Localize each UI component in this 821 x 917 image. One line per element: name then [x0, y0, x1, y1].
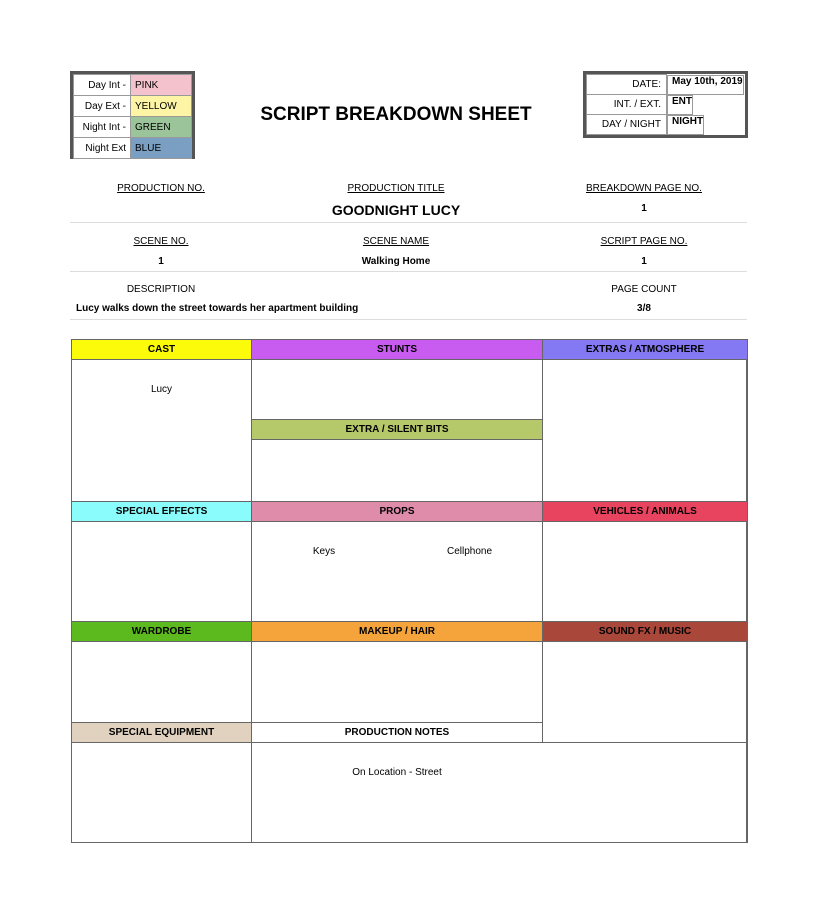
scene-name-label: SCENE NAME: [362, 236, 430, 247]
sheet-title: SCRIPT BREAKDOWN SHEET: [260, 104, 532, 125]
legend-label-night-ext: Night Ext: [74, 138, 131, 159]
vehicles-animals-section[interactable]: [542, 521, 748, 622]
extra-silent-bits-section[interactable]: [251, 439, 543, 502]
stunts-section[interactable]: [251, 359, 543, 420]
wardrobe-section[interactable]: [71, 641, 252, 723]
breakdown-page-label: BREAKDOWN PAGE NO.: [586, 183, 702, 194]
production-title-label: PRODUCTION TITLE: [347, 183, 445, 194]
extras-atmosphere-section[interactable]: [542, 359, 748, 502]
int-ext-label: INT. / EXT.: [587, 95, 667, 115]
special-equipment-header: SPECIAL EQUIPMENT: [71, 722, 252, 743]
cast-section[interactable]: [71, 359, 252, 502]
props-header: PROPS: [251, 501, 543, 522]
legend-color-pink: PINK: [131, 75, 192, 96]
description-label: DESCRIPTION: [126, 284, 196, 295]
sound-fx-music-section[interactable]: [542, 641, 748, 743]
production-notes-header: PRODUCTION NOTES: [251, 722, 543, 743]
production-notes-item: On Location - Street: [352, 767, 442, 778]
extra-silent-bits-header: EXTRA / SILENT BITS: [251, 419, 543, 440]
scene-no-label: SCENE NO.: [133, 236, 189, 247]
day-night-label: DAY / NIGHT: [587, 115, 667, 135]
divider: [70, 271, 747, 272]
sound-fx-music-header: SOUND FX / MUSIC: [542, 621, 748, 642]
breakdown-grid: [71, 339, 747, 843]
script-page-value[interactable]: 1: [641, 256, 647, 267]
makeup-hair-section[interactable]: [251, 641, 543, 723]
divider: [70, 319, 747, 320]
stunts-header: STUNTS: [251, 339, 543, 360]
vehicles-animals-header: VEHICLES / ANIMALS: [542, 501, 748, 522]
makeup-hair-header: MAKEUP / HAIR: [251, 621, 543, 642]
day-night-value[interactable]: NIGHT: [667, 115, 704, 135]
scene-no-value[interactable]: 1: [158, 256, 164, 267]
color-legend: [70, 71, 195, 159]
legend-label-day-int: Day Int -: [74, 75, 131, 96]
legend-label-day-ext: Day Ext -: [74, 96, 131, 117]
scene-info-box: [583, 71, 748, 138]
legend-label-night-int: Night Int -: [74, 117, 131, 138]
date-value[interactable]: May 10th, 2019: [667, 75, 744, 95]
legend-color-green: GREEN: [131, 117, 192, 138]
date-label: DATE:: [587, 75, 667, 95]
props-item: Keys: [312, 546, 336, 557]
cast-item: Lucy: [150, 384, 173, 395]
page-count-label: PAGE COUNT: [611, 284, 677, 295]
description-value[interactable]: Lucy walks down the street towards her apartment building: [76, 303, 359, 314]
legend-color-blue: BLUE: [131, 138, 192, 159]
divider: [70, 222, 747, 223]
special-effects-header: SPECIAL EFFECTS: [71, 501, 252, 522]
scene-name-value[interactable]: Walking Home: [361, 256, 431, 267]
production-notes-section[interactable]: [251, 742, 748, 843]
int-ext-value[interactable]: ENT: [667, 95, 693, 115]
legend-color-yellow: YELLOW: [131, 96, 192, 117]
cast-header: CAST: [71, 339, 252, 360]
production-no-label: PRODUCTION NO.: [117, 183, 205, 194]
page-count-value[interactable]: 3/8: [637, 303, 651, 314]
extras-atmosphere-header: EXTRAS / ATMOSPHERE: [542, 339, 748, 360]
production-title-value[interactable]: GOODNIGHT LUCY: [331, 202, 461, 218]
special-equipment-section[interactable]: [71, 742, 252, 843]
props-item: Cellphone: [446, 546, 493, 557]
breakdown-page-value[interactable]: 1: [641, 203, 647, 214]
script-page-label: SCRIPT PAGE NO.: [600, 236, 688, 247]
wardrobe-header: WARDROBE: [71, 621, 252, 642]
special-effects-section[interactable]: [71, 521, 252, 622]
props-section[interactable]: [251, 521, 543, 622]
